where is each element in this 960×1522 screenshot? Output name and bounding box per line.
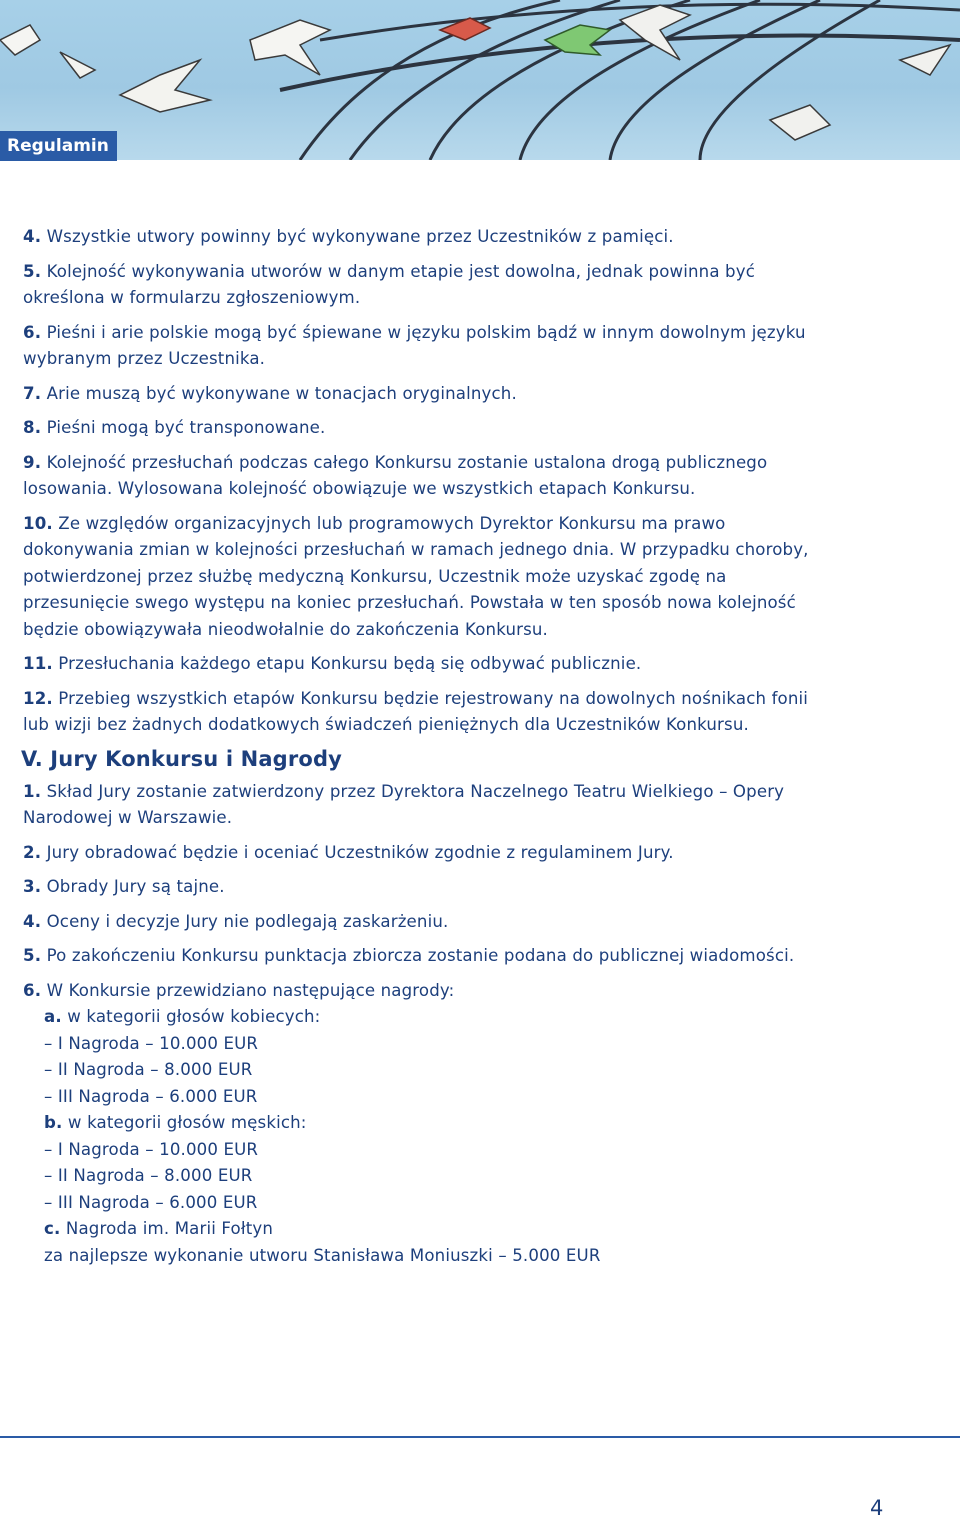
prize-line: – II Nagroda – 8.000 EUR: [44, 1060, 253, 1079]
prize-line: – III Nagroda – 6.000 EUR: [44, 1086, 258, 1106]
rule-item-8: 8. Pieśni mogą być transponowane.: [23, 418, 326, 437]
bird-4: [620, 5, 950, 140]
jury-item-4: 4. Oceny i decyzje Jury nie podlegają zaskarżeniu.: [23, 911, 449, 931]
page-number: 4: [870, 1496, 884, 1520]
rule-item-10: 10. Ze względów organizacyjnych lub programowych Dyrektor Konkursu ma prawo dokonywania zmian w kolejności przesłuchań w ramach jednego dnia. W przypadku choroby, potwierdzonej przez służbę medyczną Konkursu, Uczestnik może uzyskać zgodę na przesunięcie swego występu na koniec przesłuchań. Powstała w ten sposób nowa kolejność będzie obowiązywała nieodwołalnie do zakończenia Konkursu.: [23, 513, 809, 639]
prize-line: – I Nagroda – 10.000 EUR: [44, 1033, 259, 1053]
jury-item-6: 6. W Konkursie przewidziano następujące nagrody:: [23, 980, 455, 1000]
prize-category-b: b. w kategorii głosów męskich:: [44, 1113, 307, 1132]
prize-category-c: c. Nagroda im. Marii Fołtyn: [44, 1219, 273, 1238]
jury-item-2: 2. Jury obradować będzie i oceniać Uczestników zgodnie z regulaminem Jury.: [23, 842, 674, 862]
jury-item-5: 5. Po zakończeniu Konkursu punktacja zbiorcza zostanie podana do publicznej wiadomości.: [23, 946, 795, 965]
rule-item-4: 4. Wszystkie utwory powinny być wykonywane przez Uczestników z pamięci.: [23, 227, 674, 246]
section-tag: Regulamin: [0, 131, 117, 161]
regulations-content: [23, 224, 813, 1269]
bird-1: [60, 52, 210, 112]
footer-divider: [0, 1436, 960, 1438]
rule-item-7: 7. Arie muszą być wykonywane w tonacjach oryginalnych.: [23, 383, 517, 403]
bird-2: [0, 20, 330, 75]
prize-category-a: a. w kategorii głosów kobiecych:: [44, 1007, 321, 1026]
prize-line: – III Nagroda – 6.000 EUR: [44, 1192, 258, 1212]
section-heading-jury: V. Jury Konkursu i Nagrody: [21, 746, 342, 771]
prize-line: – I Nagroda – 10.000 EUR: [44, 1139, 259, 1159]
rule-item-11: 11. Przesłuchania każdego etapu Konkursu będą się odbywać publicznie.: [23, 654, 642, 673]
bird-3: [545, 25, 610, 55]
prize-line: – II Nagroda – 8.000 EUR: [44, 1166, 253, 1185]
rule-item-9: 9. Kolejność przesłuchań podczas całego Konkursu zostanie ustalona drogą publicznego losowania. Wylosowana kolejność obowiązuje we wszystkich etapach Konkursu.: [23, 452, 768, 498]
birdcage-illustration: [0, 0, 960, 160]
rule-item-6: 6. Pieśni i arie polskie mogą być śpiewane w języku polskim bądź w innym dowolnym języku wybranym przez Uczestnika.: [23, 322, 806, 368]
rule-item-12: 12. Przebieg wszystkich etapów Konkursu będzie rejestrowany na dowolnych nośnikach fonii lub wizji bez żadnych dodatkowych świadczeń pieniężnych dla Uczestników Konkursu.: [23, 688, 809, 734]
jury-item-3: 3. Obrady Jury są tajne.: [23, 877, 225, 896]
rule-item-5: 5. Kolejność wykonywania utworów w danym etapie jest dowolna, jednak powinna być określona w formularzu zgłoszeniowym.: [23, 261, 755, 307]
header-illustration-birds: [0, 0, 960, 160]
jury-item-1: 1. Skład Jury zostanie zatwierdzony przez Dyrektora Naczelnego Teatru Wielkiego – Opery Narodowej w Warszawie.: [23, 781, 785, 827]
prize-line: za najlepsze wykonanie utworu Stanisława Moniuszki – 5.000 EUR: [44, 1245, 601, 1265]
